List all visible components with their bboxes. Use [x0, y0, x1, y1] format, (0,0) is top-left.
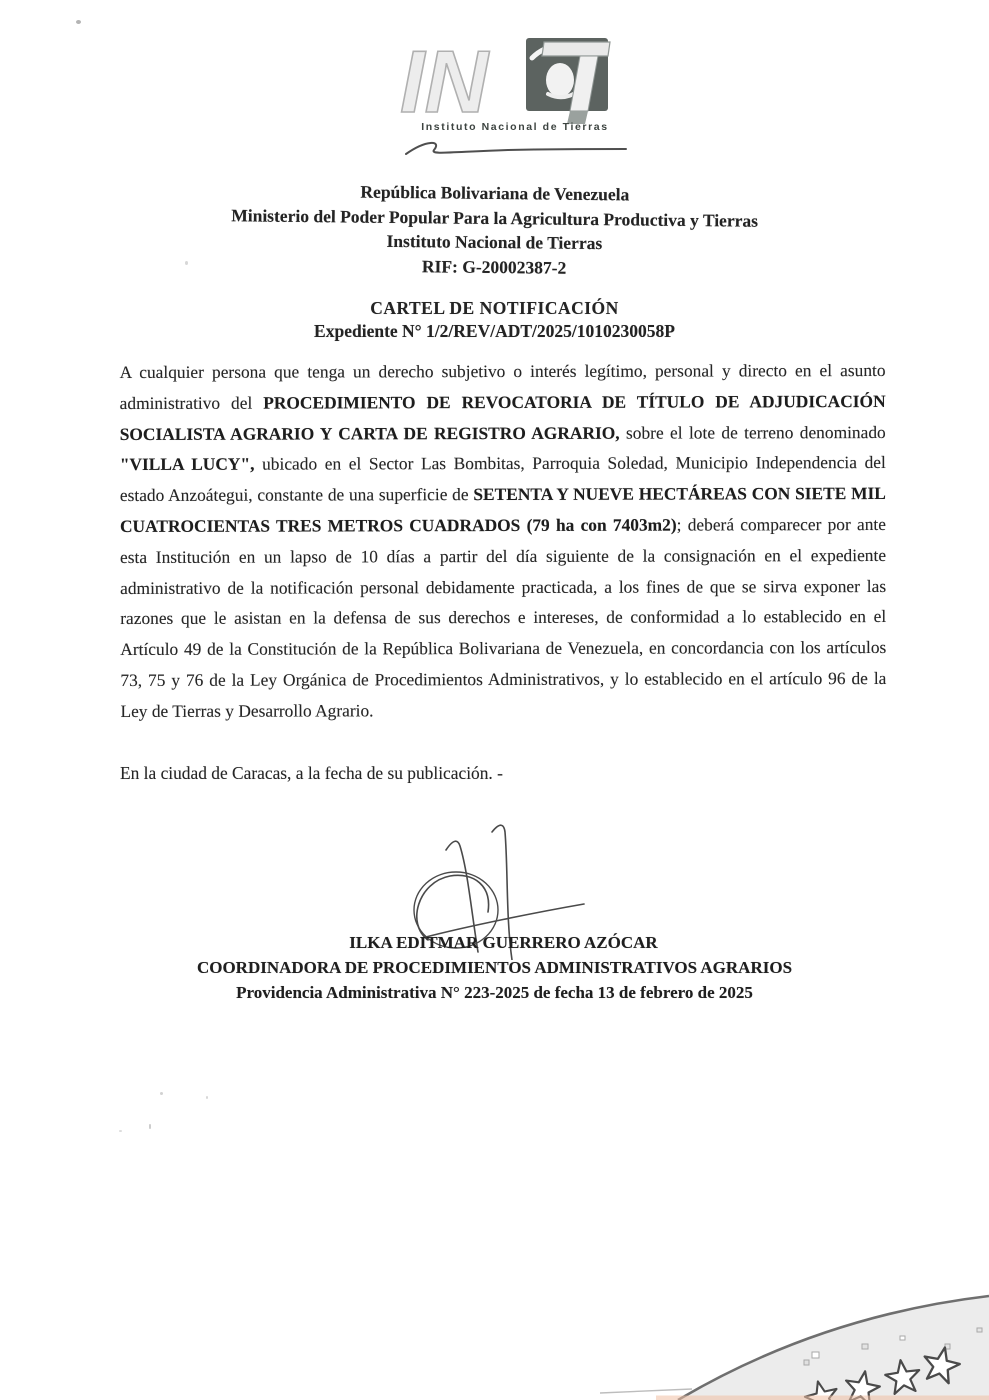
scan-artifact: [119, 1130, 122, 1132]
paragraph-segment: A cualquier persona que tenga un derecho subjetivo o interés legítimo, personal y directo en el asunto administrativo del: [119, 359, 886, 413]
signature-block: [0, 930, 989, 1005]
case-number: Expediente N° 1/2/REV/ADT/2025/1010230058P: [314, 321, 675, 341]
letterhead-line-institute: Instituto Nacional de Tierras: [386, 230, 603, 254]
corner-emblem: [600, 1240, 989, 1400]
letterhead: [0, 176, 989, 284]
signatory-role: COORDINADORA DE PROCEDIMIENTOS ADMINISTRATIVOS AGRARIOS: [196, 958, 793, 977]
providencia-line: Providencia Administrativa N° 223-2025 de fecha 13 de febrero de 2025: [236, 983, 753, 1002]
signatory-name: ILKA EDITMAR GUERRERO AZÓCAR: [349, 933, 658, 952]
logo-letters-in: IN: [400, 32, 488, 124]
emblem-fill: [678, 1296, 989, 1400]
letterhead-line-republic: República Bolivariana de Venezuela: [360, 181, 630, 205]
scan-artifact: [149, 1124, 151, 1129]
notice-paragraph: [120, 355, 887, 727]
scan-artifact: [206, 1096, 208, 1099]
paragraph-segment: ; deberá comparecer por ante esta Institución en un lapso de 10 días a partir del día siguiente de la consignación en el expediente administrativo de la notificación personal debidamente practicada, a los fines de que se sirva exponer las razones que le asistan en la defensa de sus derechos e intereses, de conformidad a lo establecido en el Artículo 49 de la Constitución de la República Bolivariana de Venezuela, en concordancia con los artículos 73, 75 y 76 de la Ley Orgánica de Procedimientos Administrativos, y lo establecido en el artículo 96 de la Ley de Tierras y Desarrollo Agrario.: [120, 513, 887, 721]
notice-title-block: [0, 297, 989, 343]
int-logo: [398, 32, 632, 124]
int-logo-graphic: [398, 32, 632, 124]
faint-line: [600, 1389, 692, 1393]
logo-caption: Instituto Nacional de Tierras: [421, 121, 609, 133]
logo-letter-t-bar: [542, 42, 610, 56]
swoosh-underline-icon: [398, 134, 632, 160]
salmon-strip: [656, 1396, 989, 1400]
bull-icon: [546, 63, 574, 97]
paragraph-segment: ubicado en el Sector Las Bombitas, Parroquia Soledad, Municipio Independencia del estado Anzoátegui, constante de una superficie de: [119, 452, 886, 506]
scan-artifact: [76, 20, 81, 24]
paragraph-bold-segment: SETENTA Y NUEVE HECTÁREAS CON SIETE MIL CUATROCIENTAS TRES METROS CUADRADOS (79 ha con 7403m2): [119, 483, 886, 536]
paragraph-bold-segment: "VILLA LUCY",: [119, 454, 255, 475]
letterhead-line-rif: RIF: G-20002387-2: [421, 255, 567, 278]
paragraph-segment: sobre el lote de terreno denominado: [619, 421, 886, 443]
notice-title: CARTEL DE NOTIFICACIÓN: [370, 298, 619, 318]
paragraph-bold-segment: PROCEDIMIENTO DE REVOCATORIA DE TÍTULO DE ADJUDICACIÓN SOCIALISTA AGRARIO Y CARTA DE REGISTRO AGRARIO,: [119, 390, 886, 444]
letterhead-line-ministry: Ministerio del Poder Popular Para la Agricultura Productiva y Tierras: [231, 204, 759, 231]
scan-artifact: [160, 1092, 163, 1095]
closing-line: En la ciudad de Caracas, a la fecha de su publicación. -: [120, 763, 503, 783]
